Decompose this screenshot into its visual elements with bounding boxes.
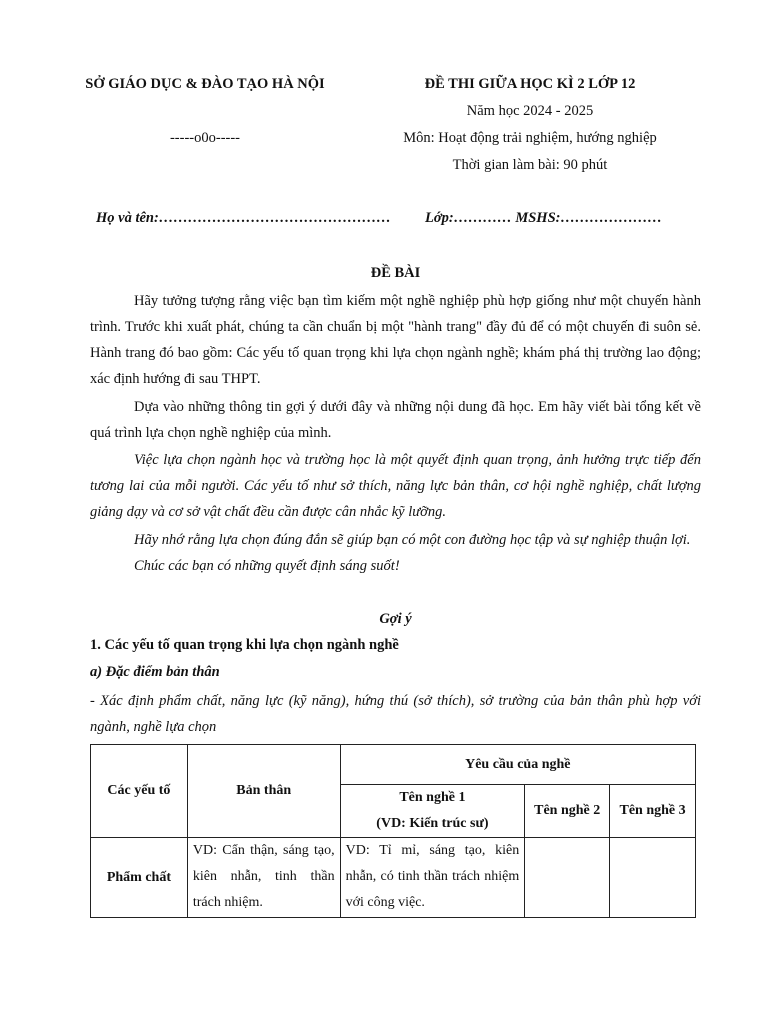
school-year: Năm học 2024 - 2025 (466, 103, 594, 119)
header-self: Bản thân (187, 745, 340, 838)
table-row (91, 838, 696, 918)
section-1a-text: - Xác định phẩm chất, năng lực (kỹ năng), hứng thú (sở thích), sở trường của bản thân phù hợp với ngành, nghề lựa chọn (90, 693, 701, 735)
wish-paragraph: Chúc các bạn có những quyết định sáng suốt! (134, 558, 400, 574)
requirements-table (90, 744, 696, 918)
job-1-example: (VD: Kiến trúc sư) (376, 816, 489, 831)
exam-duration: Thời gian làm bài: 90 phút (452, 157, 608, 173)
hint-heading: Gợi ý (379, 611, 412, 627)
header-job-requirements: Yêu cầu của nghề (340, 745, 695, 785)
task-paragraph: Dựa vào những thông tin gợi ý dưới đây và những nội dung đã học. Em hãy viết bài tổng kết về quá trình lựa chọn nghề nghiệp của mình. (90, 399, 701, 441)
section-1-title: 1. Các yếu tố quan trọng khi lựa chọn ngành nghề (90, 637, 399, 653)
row-job-2 (525, 838, 610, 918)
student-name-field: Họ và tên:………………………………………… (96, 210, 391, 226)
context-paragraph: Việc lựa chọn ngành học và trường học là một quyết định quan trọng, ảnh hưởng trực tiếp đến tương lai của mỗi người. Các yếu tố như sở thích, năng lực bản thân, cơ hội nghề nghiệp, chất lượng giảng dạy và cơ sở vật chất đều cần được cân nhắc kỹ lưỡng. (90, 452, 701, 520)
header-factors: Các yếu tố (91, 745, 188, 838)
header-job-3: Tên nghề 3 (610, 785, 696, 838)
student-class-field: Lớp:………… MSHS:………………… (425, 210, 662, 226)
header-job-1 (340, 785, 525, 838)
header-job-2: Tên nghề 2 (525, 785, 610, 838)
subject: Môn: Hoạt động trải nghiệm, hướng nghiệp (403, 130, 657, 146)
row-factor: Phẩm chất (91, 838, 188, 918)
section-1a-title: a) Đặc điểm bản thân (90, 664, 220, 680)
job-1-name: Tên nghề 1 (399, 790, 466, 805)
advice-paragraph: Hãy nhớ rằng lựa chọn đúng đắn sẽ giúp bạn có một con đường học tập và sự nghiệp thuận lợi. (134, 532, 691, 548)
exam-title: ĐỀ THI GIỮA HỌC KÌ 2 LỚP 12 (424, 76, 636, 92)
row-self: VD: Cẩn thận, sáng tạo, kiên nhẫn, tinh thần trách nhiệm. (187, 838, 340, 918)
exam-heading: ĐỀ BÀI (370, 265, 421, 281)
row-job-3 (610, 838, 696, 918)
department-name: SỞ GIÁO DỤC & ĐÀO TẠO HÀ NỘI (85, 76, 325, 92)
header-separator: -----o0o----- (169, 130, 241, 146)
intro-paragraph: Hãy tưởng tượng rằng việc bạn tìm kiếm một nghề nghiệp phù hợp giống như một chuyến hành trình. Trước khi xuất phát, chúng ta cần chuẩn bị một "hành trang" đầy đủ để có một chuyến đi suôn sẻ. Hành trang đó bao gồm: Các yếu tố quan trọng khi lựa chọn ngành nghề; khám phá thị trường lao động; xác định hướng đi sau THPT. (90, 293, 701, 387)
row-job-1: VD: Tỉ mỉ, sáng tạo, kiên nhẫn, có tinh thần trách nhiệm với công việc. (340, 838, 525, 918)
